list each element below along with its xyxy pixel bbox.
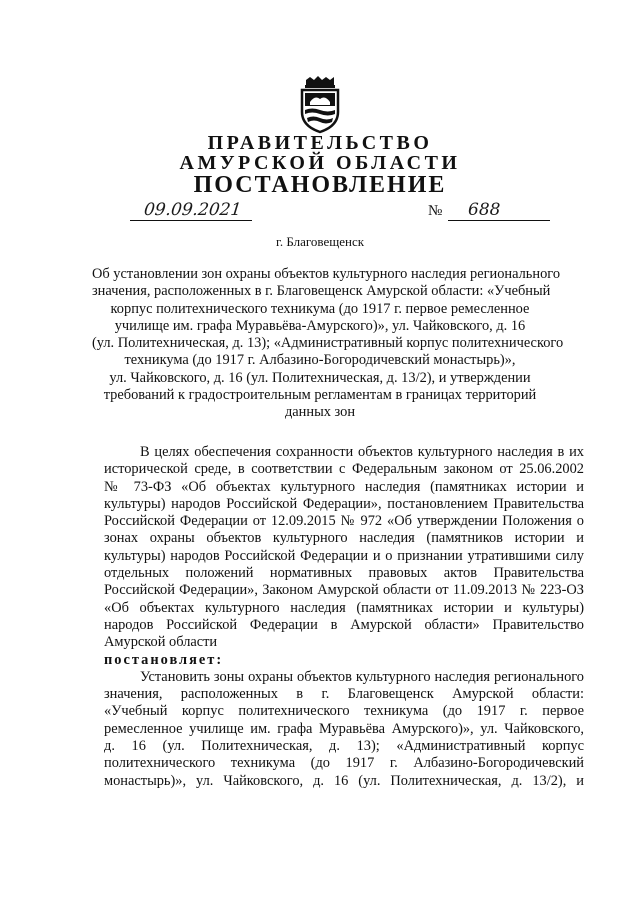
document-title [92,266,564,422]
title-line: техникума (до 1917 г. Албазино-Богородичевский монастырь)», [124,352,516,369]
preamble-line: отдельных положений нормативных правовых актов Правительства [104,565,584,582]
title-line: ул. Чайковского, д. 16 (ул. Политехническая, д. 13/2), и утверждении [109,369,531,386]
resolves-word: постановляет: [104,651,224,668]
item-line: монастырь)», ул. Чайковского, д. 16 (ул. Политехническая, д. 13/2), и [104,772,584,789]
preamble-line: зонах охраны объектов культурного наследия (памятников истории и [104,530,584,547]
preamble-line: Российской Федерации от 12.09.2015 № 972 «Об утверждении Положения о [104,513,584,530]
preamble-line: исторической среде, в соответствии с Федеральным законом от 25.06.2002 [104,461,584,478]
preamble-line: Российской Федерации», Законом Амурской области от 11.09.2013 № 223-ОЗ [104,582,584,599]
title-line: училище им. графа Муравьёва-Амурского)», ул. Чайковского, д. 16 [114,317,526,334]
title-line: Об установлении зон охраны объектов культурного наследия регионального [92,266,561,282]
document-kind: ПОСТАНОВЛЕНИЕ [193,172,447,198]
item-line: Установить зоны охраны объектов культурного наследия регионального [140,668,584,685]
date-field [130,200,252,221]
item-line: ремесленное училище им. графа Муравьёва Амурского)», ул. Чайковского, [104,720,584,737]
city-line: г. Благовещенск [275,234,365,249]
preamble-line: Амурской области [104,634,218,651]
title-line: корпус политехнического техникума (до 1917 г. первое ремесленное [110,300,530,317]
coat-of-arms-icon [296,76,344,134]
number-value: 688 [468,200,501,220]
title-line: значения, расположенных в г. Благовещенск Амурской области: «Учебный [92,283,551,300]
preamble-line: культуры) народов Российской Федерации», постановлением Правительства [104,495,584,512]
title-line: данных зон [284,404,356,421]
item-line: политехнического техникума (до 1917 г. Албазино-Богородичевский [104,755,584,772]
date-value: 09.09.2021 [142,200,243,220]
number-label: № [428,203,443,219]
preamble-line: В целях обеспечения сохранности объектов культурного наследия в их [140,444,584,460]
title-line: (ул. Политехническая, д. 13); «Административный корпус политехнического [92,335,564,352]
number-field [448,200,550,221]
title-line: требований к градостроительным регламентам в границах территорий [103,387,537,404]
preamble-line: культуры) народов Российской Федерации и о признании утратившими силу [104,547,584,564]
item-line: д. 16 (ул. Политехническая, д. 13); «Административный корпус [104,738,584,755]
item-line: значения, расположенных в г. Благовещенск Амурской области: [104,686,584,703]
item-line: «Учебный корпус политехнического техникума (до 1917 г. первое [104,703,584,720]
preamble-line: «Об объектах культурного наследия (памятниках истории и культуры) [104,599,584,616]
org-name-line2: АМУРСКОЙ ОБЛАСТИ [179,152,461,174]
org-name-line1: ПРАВИТЕЛЬСТВО [207,132,433,154]
preamble-line: народов Российской Федерации в Амурской области» Правительство [104,616,584,633]
preamble-line: № 73-ФЗ «Об объектах культурного наследия (памятниках истории и [104,478,584,495]
document-body [104,444,584,790]
